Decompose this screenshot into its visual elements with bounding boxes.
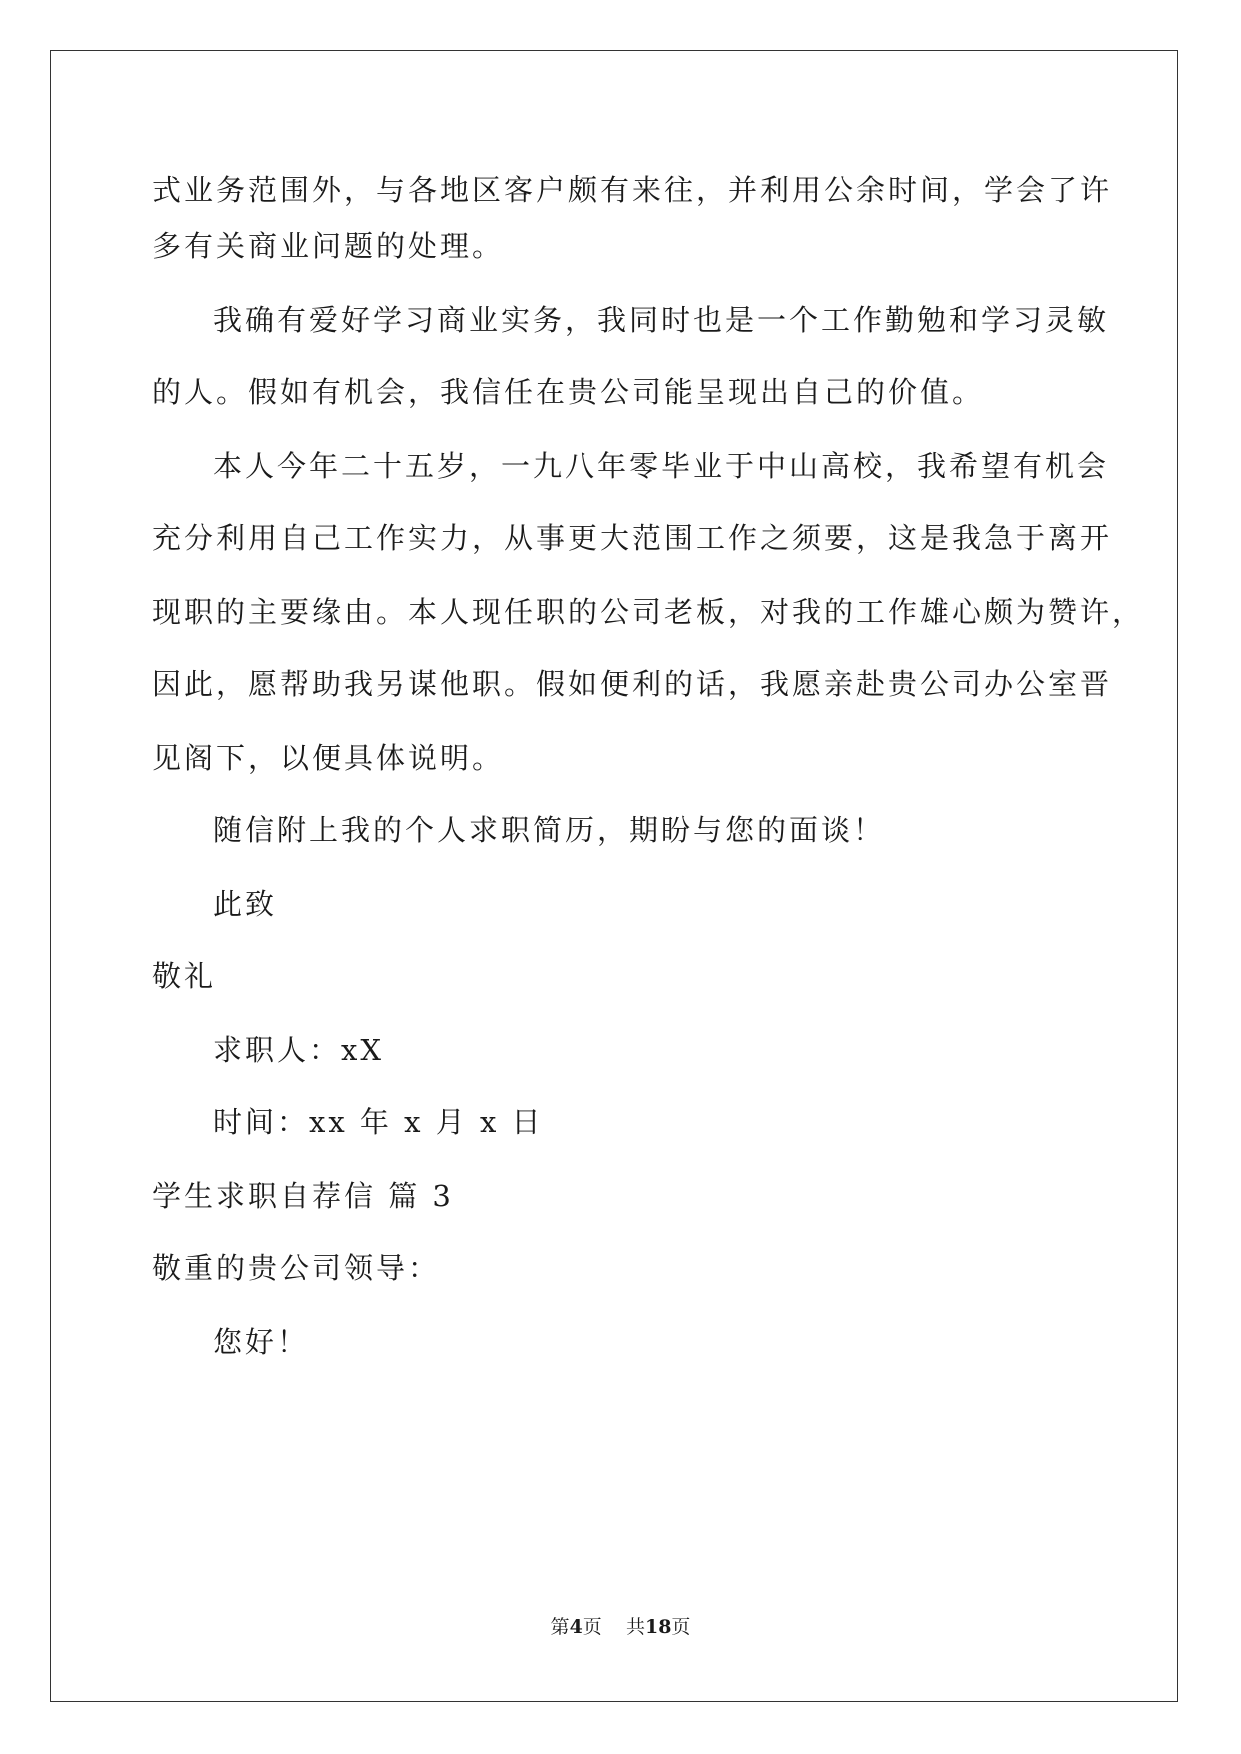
closing-line: 敬礼 [152,959,217,993]
page-footer [0,1615,1241,1639]
section-heading: 学生求职自荐信 篇 3 [152,1179,454,1213]
footer-suffix: 页 [671,1616,691,1638]
page-frame [50,50,1178,1702]
date-line: 时间：xx 年 x 月 x 日 [213,1105,544,1139]
current-page-number: 4 [569,1616,583,1638]
body-line: 见阁下，以便具体说明。 [152,741,505,775]
greeting-line: 您好！ [213,1325,310,1359]
total-pages-number: 18 [644,1616,672,1638]
body-line: 因此，愿帮助我另谋他职。假如便利的话，我愿亲赴贵公司办公室晋 [152,667,1113,701]
body-line: 本人今年二十五岁，一九八年零毕业于中山高校，我希望有机会 [213,449,1110,483]
body-line: 随信附上我的个人求职简历，期盼与您的面谈！ [213,813,886,847]
footer-prefix: 第 [550,1616,570,1638]
body-line: 式业务范围外，与各地区客户颇有来往，并利用公余时间，学会了许 [152,173,1113,207]
closing-line: 此致 [213,887,278,921]
body-line: 的人。假如有机会，我信任在贵公司能呈现出自己的价值。 [152,375,985,409]
salutation-line: 敬重的贵公司领导： [152,1251,441,1285]
body-line: 充分利用自己工作实力，从事更大范围工作之须要，这是我急于离开 [152,521,1113,555]
footer-middle: 页 共 [582,1616,645,1638]
body-line: 我确有爱好学习商业实务，我同时也是一个工作勤勉和学习灵敏 [213,303,1110,337]
signature-line: 求职人：xX [213,1033,385,1067]
body-line: 现职的主要缘由。本人现任职的公司老板，对我的工作雄心颇为赞许， [152,595,1145,629]
body-line: 多有关商业问题的处理。 [152,229,505,263]
